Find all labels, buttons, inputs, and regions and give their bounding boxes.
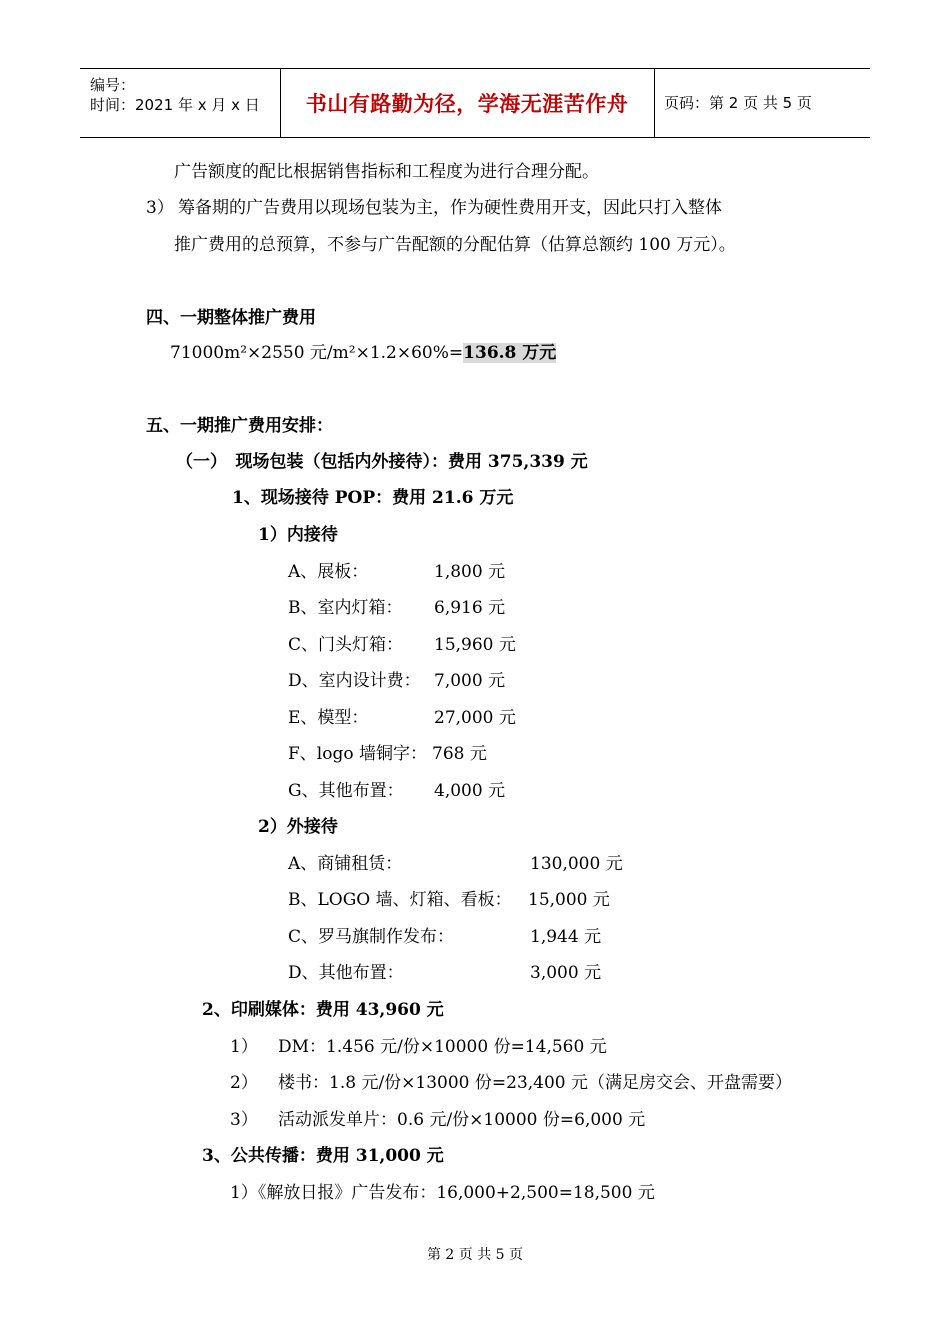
- outer-item-value: 15,000 元: [528, 890, 610, 910]
- inner-item-label: F、logo 墙铜字：: [288, 744, 427, 764]
- public-item-1: 1）《解放日报》广告发布：16,000+2,500=18,500 元: [230, 1183, 655, 1203]
- header-right-cell: [654, 69, 870, 137]
- inner-item-value: 1,800 元: [434, 562, 506, 582]
- number-label: 编号：: [90, 76, 136, 94]
- inner-item-label: D、室内设计费：: [288, 671, 421, 691]
- list-number-3: 3）: [146, 198, 174, 218]
- section-5-title: 五、一期推广费用安排：: [146, 416, 333, 436]
- inner-item-value: 7,000 元: [434, 671, 506, 691]
- inner-reception-title: 1）内接待: [258, 525, 338, 545]
- print-item-text: DM：1.456 元/份×10000 份=14,560 元: [278, 1037, 607, 1057]
- header-motto: 书山有路勤为径，学海无涯苦作舟: [305, 92, 629, 116]
- inner-item-value: 768 元: [432, 744, 487, 764]
- page-header: [80, 68, 870, 138]
- paragraph-prep-line1: 筹备期的广告费用以现场包装为主，作为硬性费用开支，因此只打入整体: [178, 198, 722, 218]
- print-item-text: 活动派发单片：0.6 元/份×10000 份=6,000 元: [278, 1110, 646, 1130]
- inner-item-value: 6,916 元: [434, 598, 506, 618]
- outer-item-label: B、LOGO 墙、灯箱、看板：: [288, 890, 512, 910]
- inner-item-label: A、展板：: [288, 562, 369, 582]
- print-item-number: 1）: [230, 1037, 258, 1057]
- outer-item-label: D、其他布置：: [288, 963, 404, 983]
- inner-item-label: B、室内灯箱：: [288, 598, 403, 618]
- print-item-number: 3）: [230, 1110, 258, 1130]
- outer-item-value: 130,000 元: [530, 854, 623, 874]
- inner-item-value: 4,000 元: [434, 781, 506, 801]
- outer-item-value: 3,000 元: [530, 963, 602, 983]
- inner-item-label: G、其他布置：: [288, 781, 404, 801]
- paragraph-prep-line2: 推广费用的总预算，不参与广告配额的分配估算（估算总额约 100 万元）。: [174, 235, 736, 255]
- page-footer: 第 2 页 共 5 页: [426, 1247, 524, 1263]
- inner-item-label: E、模型：: [288, 708, 369, 728]
- section-4-title: 四、一期整体推广费用: [146, 308, 316, 328]
- outer-item-value: 1,944 元: [530, 927, 602, 947]
- print-item-text: 楼书：1.8 元/份×13000 份=23,400 元（满足房交会、开盘需要）: [278, 1073, 793, 1093]
- print-item-number: 2）: [230, 1073, 258, 1093]
- item-3-title: 3、公共传播：费用 31,000 元: [202, 1146, 444, 1166]
- time-label: 时间：2021 年 x 月 x 日: [90, 96, 260, 114]
- header-center-cell: [280, 69, 655, 137]
- header-left-cell: [80, 69, 281, 137]
- section-4-result: 136.8 万元: [463, 343, 557, 363]
- subsection-1-title: （一） 现场包装（包括内外接待）：费用 375,339 元: [176, 452, 588, 472]
- outer-item-label: A、商铺租赁：: [288, 854, 403, 874]
- outer-item-label: C、罗马旗制作发布：: [288, 927, 455, 947]
- inner-item-value: 27,000 元: [434, 708, 516, 728]
- paragraph-allocation: 广告额度的配比根据销售指标和工程度为进行合理分配。: [174, 162, 599, 182]
- item-1-title: 1、现场接待 POP：费用 21.6 万元: [232, 488, 514, 508]
- header-page-info: 页码：第 2 页 共 5 页: [664, 94, 812, 112]
- section-4-formula: 71000m²×2550 元/m²×1.2×60%=: [170, 343, 464, 363]
- inner-item-value: 15,960 元: [434, 635, 516, 655]
- inner-item-label: C、门头灯箱：: [288, 635, 404, 655]
- item-2-title: 2、印刷媒体：费用 43,960 元: [202, 1000, 444, 1020]
- section-4-formula-line: [170, 341, 556, 365]
- outer-reception-title: 2）外接待: [258, 817, 338, 837]
